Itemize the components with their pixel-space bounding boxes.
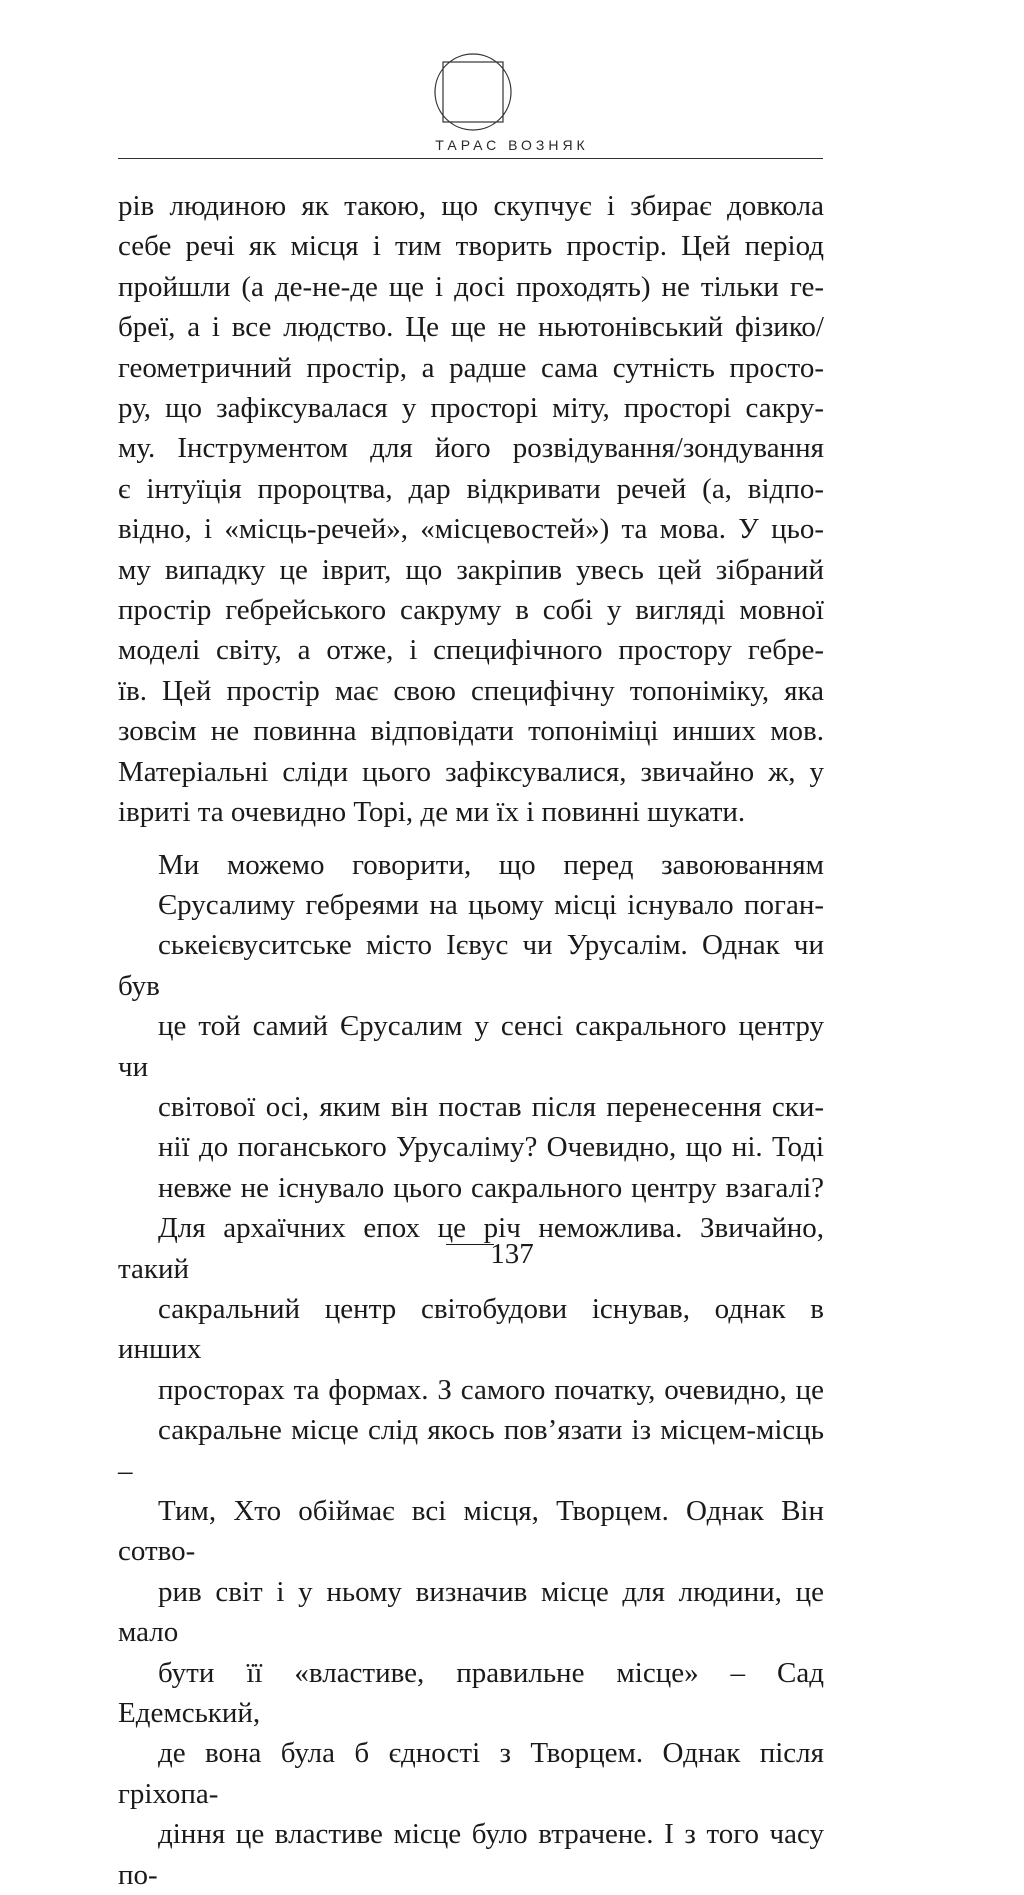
text-line: ськеієвуситське місто Ієвус чи Урусалім. Однак чи був <box>118 925 824 1006</box>
text-line: моделі світу, а отже, і специфічного простору гебре- <box>118 630 824 670</box>
text-line: пройшли (а де-не-де ще і досі проходять) не тільки ге- <box>118 267 824 307</box>
text-line: Єрусалиму гебреями на цьому місці існувало поган- <box>118 885 824 925</box>
page-number: 137 <box>0 1238 1024 1271</box>
text-line: сакральне місце слід якось пов’язати із місцем-місць – <box>118 1410 824 1491</box>
text-line: просторах та формах. З самого початку, очевидно, це <box>118 1370 824 1410</box>
text-line: є інтуїція пророцтва, дар відкривати речей (а, відпо- <box>118 469 824 509</box>
text-line: Тим, Хто обіймає всі місця, Творцем. Однак Він сотво- <box>118 1491 824 1572</box>
text-line: бреї, а і все людство. Це ще не ньютонівський фізико/ <box>118 307 824 347</box>
text-line: нії до поганського Урусаліму? Очевидно, що ні. Тоді <box>118 1127 824 1167</box>
text-line: Ми можемо говорити, що перед завоюванням <box>118 845 824 885</box>
text-line: бути її «властиве, правильне місце» – Сад Едемський, <box>118 1653 824 1734</box>
paragraph <box>118 845 824 1895</box>
text-line: простір гебрейського сакруму в собі у вигляді мовної <box>118 590 824 630</box>
text-line: Для архаїчних епох це річ неможлива. Звичайно, такий <box>118 1208 824 1289</box>
text-line: невже не існувало цього сакрального центру взагалі? <box>118 1168 824 1208</box>
text-line: відно, і «місць-речей», «місцевостей») та мова. У цьо- <box>118 509 824 549</box>
paragraph <box>118 186 824 833</box>
text-line: рів людиною як такою, що скупчує і збирає довкола <box>118 186 824 226</box>
body-text <box>118 186 824 1895</box>
text-line: діння це властиве місце було втрачене. І з того часу по- <box>118 1814 824 1895</box>
text-line: їв. Цей простір має свою специфічну топоніміку, яка <box>118 671 824 711</box>
running-header-author: ТАРАС ВОЗНЯК <box>0 137 1024 153</box>
text-line: му випадку це іврит, що закріпив увесь цей зібраний <box>118 550 824 590</box>
text-line: івриті та очевидно Торі, де ми їх і повинні шукати. <box>118 792 824 832</box>
text-line: му. Інструментом для його розвідування/зондування <box>118 428 824 468</box>
text-line: світової осі, яким він постав після перенесення ски- <box>118 1087 824 1127</box>
text-line: себе речі як місця і тим творить простір. Цей період <box>118 226 824 266</box>
text-line: це той самий Єрусалим у сенсі сакрального центру чи <box>118 1006 824 1087</box>
text-line: де вона була б єдності з Творцем. Однак після гріхопа- <box>118 1733 824 1814</box>
text-line: Матеріальні сліди цього зафіксувалися, звичайно ж, у <box>118 752 824 792</box>
circle-square-logo-icon <box>431 50 515 134</box>
text-line: зовсім не повинна відповідати топоніміці инших мов. <box>118 711 824 751</box>
text-line: геометричний простір, а радше сама сутність просто- <box>118 348 824 388</box>
text-line: рив світ і у ньому визначив місце для людини, це мало <box>118 1572 824 1653</box>
text-line: ру, що зафіксувалася у просторі міту, просторі сакру- <box>118 388 824 428</box>
header-divider <box>118 158 823 159</box>
text-line: сакральний центр світобудови існував, однак в инших <box>118 1289 824 1370</box>
